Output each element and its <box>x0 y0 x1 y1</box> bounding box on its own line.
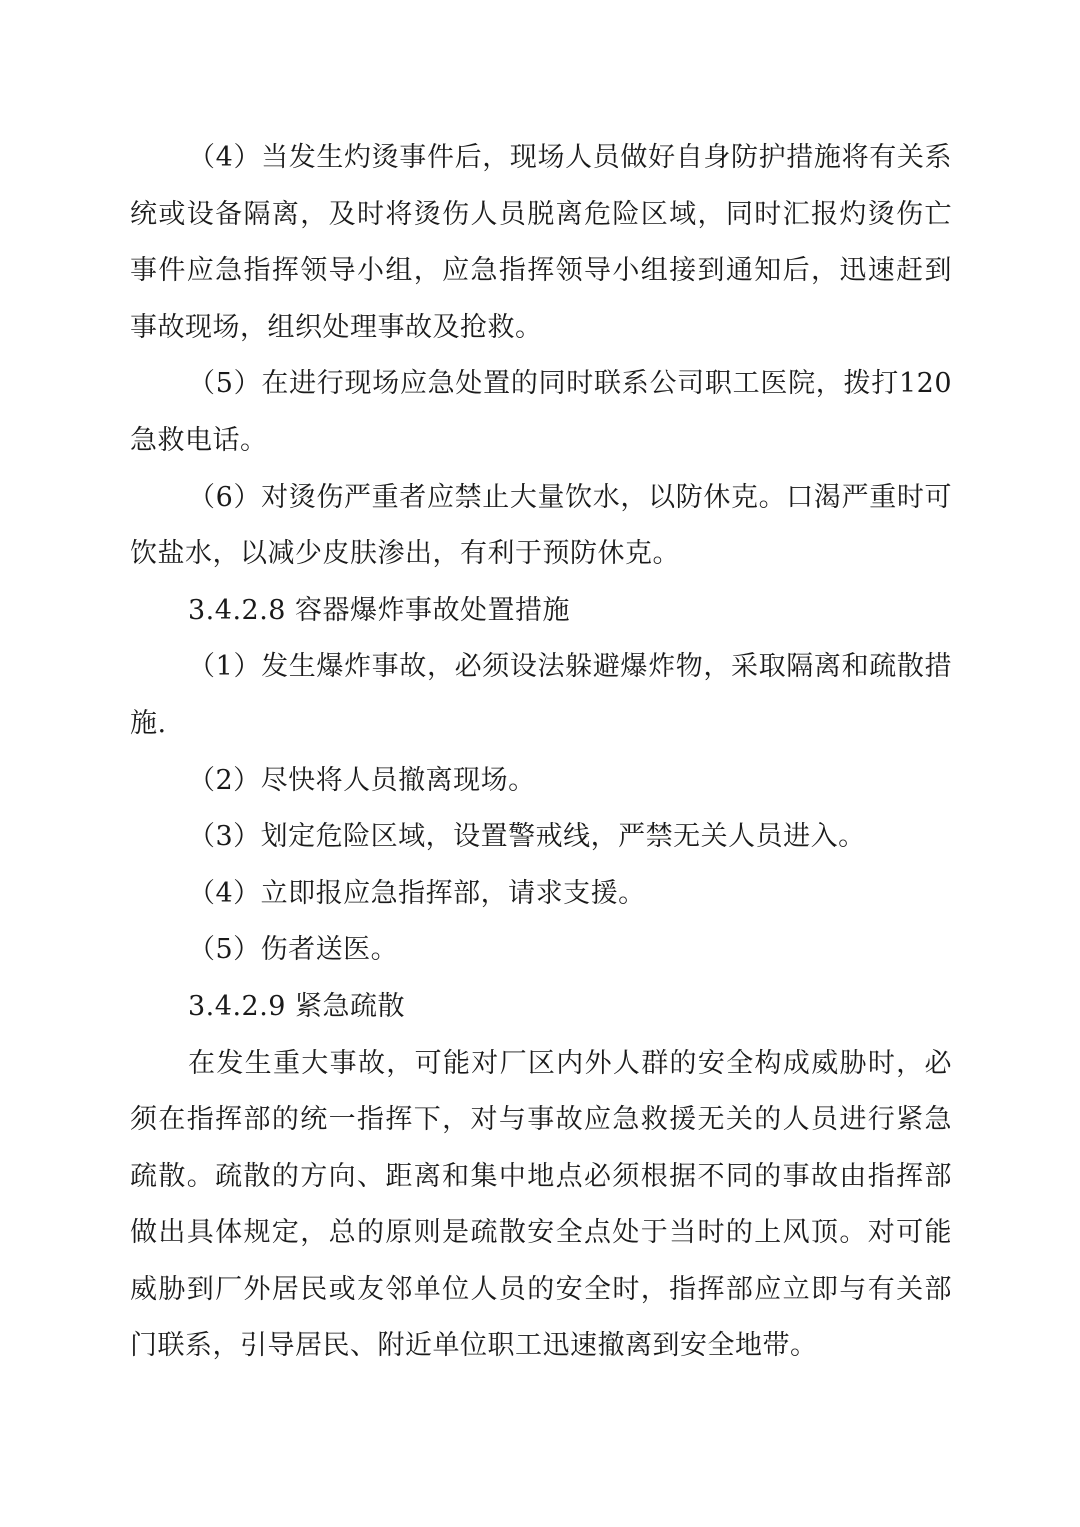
paragraph-burn-step-5: （5）在进行现场应急处置的同时联系公司职工医院，拨打120 急救电话。 <box>130 368 952 456</box>
paragraph-burn-step-6: （6）对烫伤严重者应禁止大量饮水，以防休克。口渴严重时可饮盐水，以减少皮肤渗出，有利于预防休克。 <box>130 481 952 570</box>
paragraph-explosion-step-4: （4）立即报应急指挥部，请求支援。 <box>188 877 646 909</box>
paragraph-explosion-step-3: （3）划定危险区域，设置警戒线，严禁无关人员进入。 <box>188 821 866 853</box>
section-heading-explosion: 3.4.2.8 容器爆炸事故处置措施 <box>188 594 571 626</box>
document-body <box>130 130 952 1375</box>
paragraph-evacuation: 在发生重大事故，可能对厂区内外人群的安全构成威胁时，必须在指挥部的统一指挥下，对与事故应急救援无关的人员进行紧急疏散。疏散的方向、距离和集中地点必须根据不同的事故由指挥部做出具体规定，总的原则是疏散安全点处于当时的上风顶。对可能威胁到厂外居民或友邻单位人员的安全时，指挥部应立即与有关部门联系，引导居民、附近单位职工迅速撤离到安全地带。 <box>130 1047 952 1362</box>
paragraph-explosion-step-2: （2）尽快将人员撤离现场。 <box>188 764 536 796</box>
section-heading-evacuation: 3.4.2.9 紧急疏散 <box>188 990 406 1022</box>
paragraph-explosion-step-1: （1）发生爆炸事故，必须设法躲避爆炸物，采取隔离和疏散措施. <box>130 651 952 739</box>
paragraph-burn-step-4: （4）当发生灼烫事件后，现场人员做好自身防护措施将有关系统或设备隔离，及时将烫伤人员脱离危险区域，同时汇报灼烫伤亡事件应急指挥领导小组，应急指挥领导小组接到通知后，迅速赶到事故现场，组织处理事故及抢救。 <box>130 142 952 343</box>
paragraph-explosion-step-5: （5）伤者送医。 <box>188 934 399 966</box>
